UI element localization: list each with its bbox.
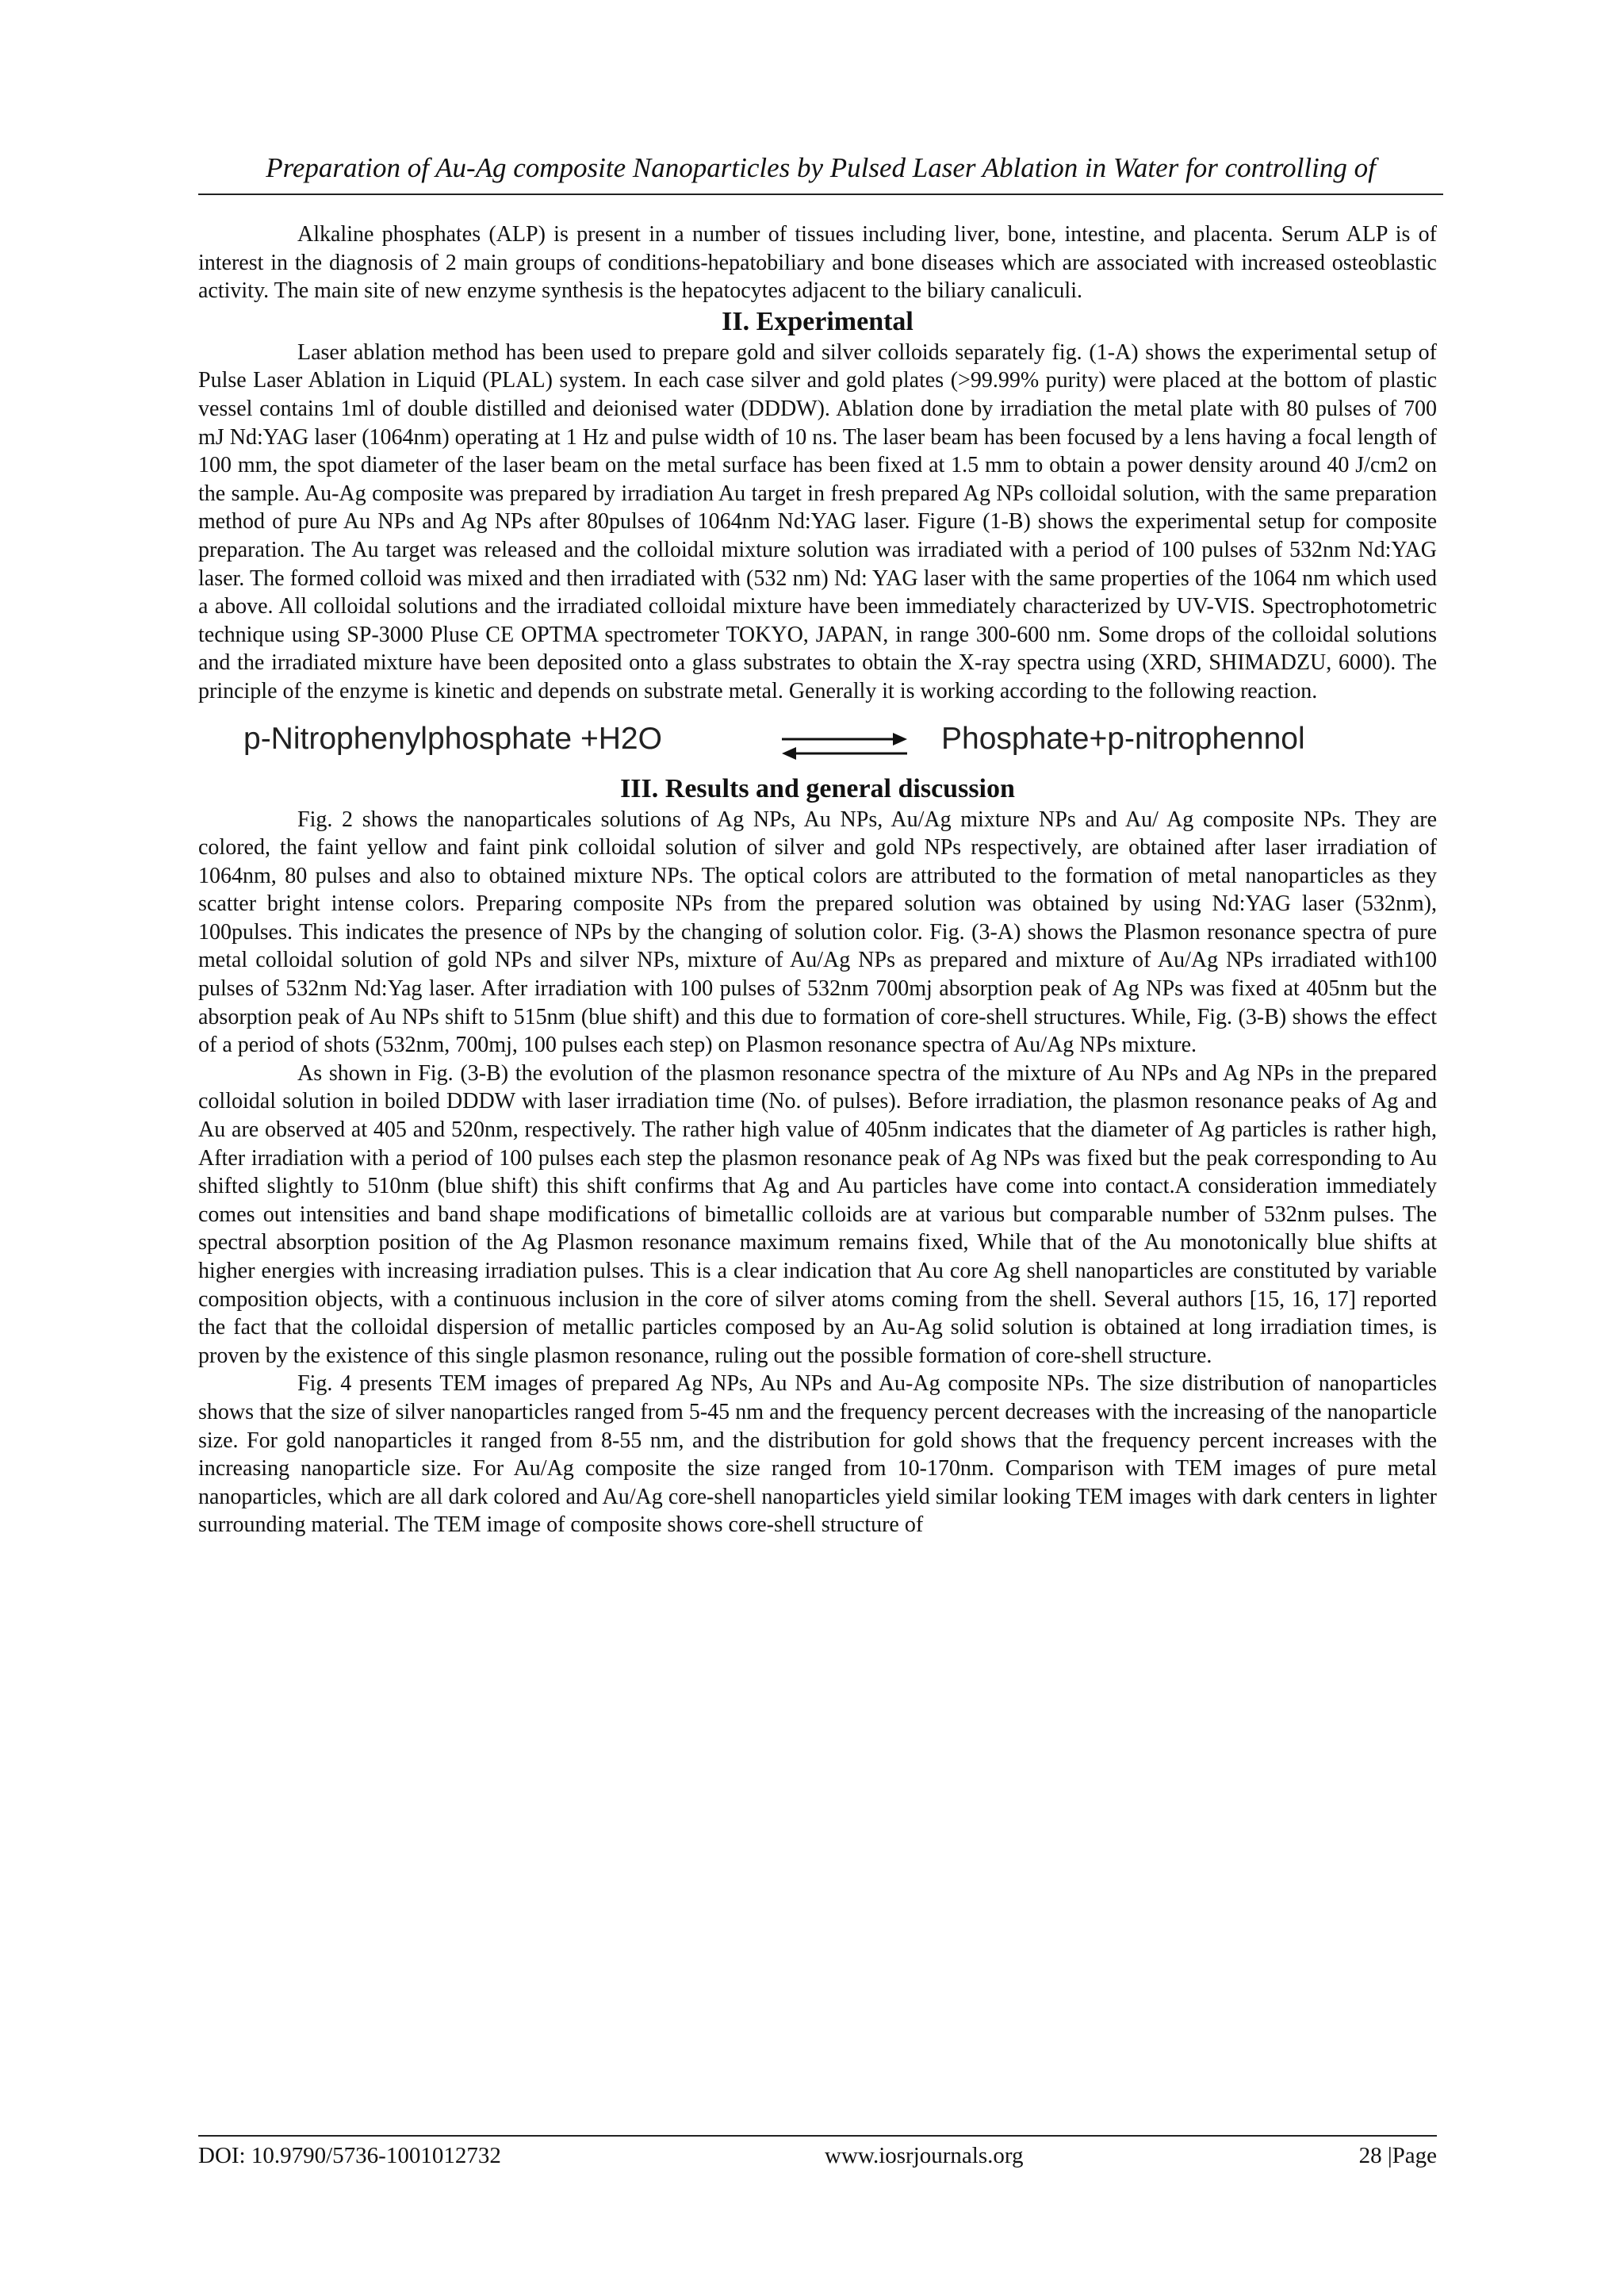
header-rule [198,194,1443,195]
reaction-product: Phosphate+p-nitrophennol [941,721,1305,756]
intro-paragraph: Alkaline phosphates (ALP) is present in a number of tissues including liver, bone, intestine, and placenta. Serum ALP is of interest in the diagnosis of 2 main groups of conditions-hepatobiliary and bone diseases which are associated with increased osteoblastic activity. The main site of new enzyme synthesis is the hepatocytes adjacent to the biliary canaliculi. [198,222,1437,304]
experimental-paragraph: Laser ablation method has been used to prepare gold and silver colloids separately fig. (1-A) shows the experimental setup of Pulse Laser Ablation in Liquid (PLAL) system. In each case silver and gold plates (>99.99% purity) were placed at the bottom of plastic vessel contains 1ml of double distilled and deionised water (DDDW). Ablation done by irradiation the metal plate with 80 pulses of 700 mJ Nd:YAG laser (1064nm) operating at 1 Hz and pulse width of 10 ns. The laser beam has been focused by a lens having a focal length of 100 mm, the spot diameter of the laser beam on the metal surface has been fixed at 1.5 mm to obtain a power density around 40 J/cm2 on the sample. Au-Ag composite was prepared by irradiation Au target in fresh prepared Ag NPs colloidal solution, with the same preparation method of pure Au NPs and Ag NPs after 80pulses of 1064nm Nd:YAG laser. Figure (1-B) shows the experimental setup for composite preparation. The Au target was released and the colloidal mixture solution was irradiated with a period of 100 pulses of 532nm Nd:YAG laser. The formed colloid was mixed and then irradiated with (532 nm) Nd: YAG laser with the same properties of the 1064 nm which used a above. All colloidal solutions and the irradiated colloidal mixture have been immediately characterized by UV-VIS. Spectrophotometric technique using SP-3000 Pluse CE OPTMA spectrometer TOKYO, JAPAN, in range 300-600 nm. Some drops of the colloidal solutions and the irradiated mixture have been deposited onto a glass substrates to obtain the X-ray spectra using (XRD, SHIMADZU, 6000). The principle of the enzyme is kinetic and depends on substrate metal. Generally it is working according to the following reaction. [198,339,1437,703]
reaction-equation [198,717,1437,772]
footer-doi: DOI: 10.9790/5736-1001012732 [198,2143,501,2168]
section-heading-experimental: II. Experimental [722,306,914,336]
footer-page-number: 28 |Page [1358,2143,1437,2168]
main-content [198,220,1437,1539]
footer-rule [198,2135,1437,2137]
results-paragraph-3: Fig. 4 presents TEM images of prepared Ag NPs, Au NPs and Au-Ag composite NPs. The size distribution of nanoparticles shows that the size of silver nanoparticles ranged from 5-45 nm and the frequency percent decreases with the increasing of the nanoparticle size. For gold nanoparticles it ranged from 8-55 nm, and the distribution for gold shows that the frequency percent increases with the increasing nanoparticle size. For Au/Ag composite the size ranged from 10-170nm. Comparison with TEM images of pure metal nanoparticles, which are all dark colored and Au/Ag core-shell nanoparticles yield similar looking TEM images with dark centers in lighter surrounding material. The TEM image of composite shows core-shell structure of [198,1371,1437,1538]
results-paragraph-2: As shown in Fig. (3-B) the evolution of the plasmon resonance spectra of the mixture of Au NPs and Ag NPs in the prepared colloidal solution in boiled DDDW with laser irradiation time (No. of pulses). Before irradiation, the plasmon resonance peaks of Ag and Au are observed at 405 and 520nm, respectively. The rather high value of 405nm indicates that the diameter of Ag particles is rather high, After irradiation with a period of 100 pulses each step the plasmon resonance peak of Ag NPs was fixed but the peak corresponding to Au shifted slightly to 510nm (blue shift) this shift confirms that Ag and Au particles have come into contact.A consideration immediately comes out intensities and band shape modifications of bimetallic colloids are at various but comparable number of 532nm pulses. The spectral absorption position of the Ag Plasmon resonance maximum remains fixed, While that of the Au monotonically blue shifts at higher energies with increasing irradiation pulses. This is a clear indication that Au core Ag shell nanoparticles are constituted by variable composition objects, with a continuous inclusion in the core of silver atoms coming from the shell. Several authors [15, 16, 17] reported the fact that the colloidal dispersion of metallic particles composed by an Au-Ag solid solution is obtained at long irradiation times, is proven by the existence of this single plasmon resonance, ruling out the possible formation of core-shell structure. [198,1060,1437,1368]
section-heading-results: III. Results and general discussion [620,773,1015,803]
footer-website-link[interactable]: www.iosrjournals.org [825,2143,1024,2168]
results-paragraph-1: Fig. 2 shows the nanoparticales solutions of Ag NPs, Au NPs, Au/Ag mixture NPs and Au/ Ag composite NPs. They are colored, the faint yellow and faint pink colloidal solution of silver and gold NPs respectively, are obtained after laser irradiation of 1064nm, 80 pulses and also to obtained mixture NPs. The optical colors are attributed to the formation of metal nanoparticles as they scatter bright intense colors. Preparing composite NPs from the prepared solution was obtained by using Nd:YAG laser (532nm), 100pulses. This indicates the presence of NPs by the changing of solution color. Fig. (3-A) shows the Plasmon resonance spectra of pure metal colloidal solution of gold NPs and silver NPs, mixture of Au/Ag NPs as prepared and mixture of Au/Ag NPs irradiated with100 pulses of 532nm Nd:Yag laser. After irradiation with 100 pulses of 532nm 700mj absorption peak of Ag NPs was fixed at 405nm but the absorption peak of Au NPs shift to 515nm (blue shift) and this due to formation of core-shell structures. While, Fig. (3-B) shows the effect of a period of shots (532nm, 700mj, 100 pulses each step) on Plasmon resonance spectra of Au/Ag NPs mixture. [198,807,1437,1058]
running-header: Preparation of Au-Ag composite Nanoparticles by Pulsed Laser Ablation in Water for controlling of [266,152,1376,183]
reaction-reactant: p-Nitrophenylphosphate +H2O [243,721,662,756]
equilibrium-arrows-icon [777,726,912,765]
page-footer [198,2143,1437,2175]
